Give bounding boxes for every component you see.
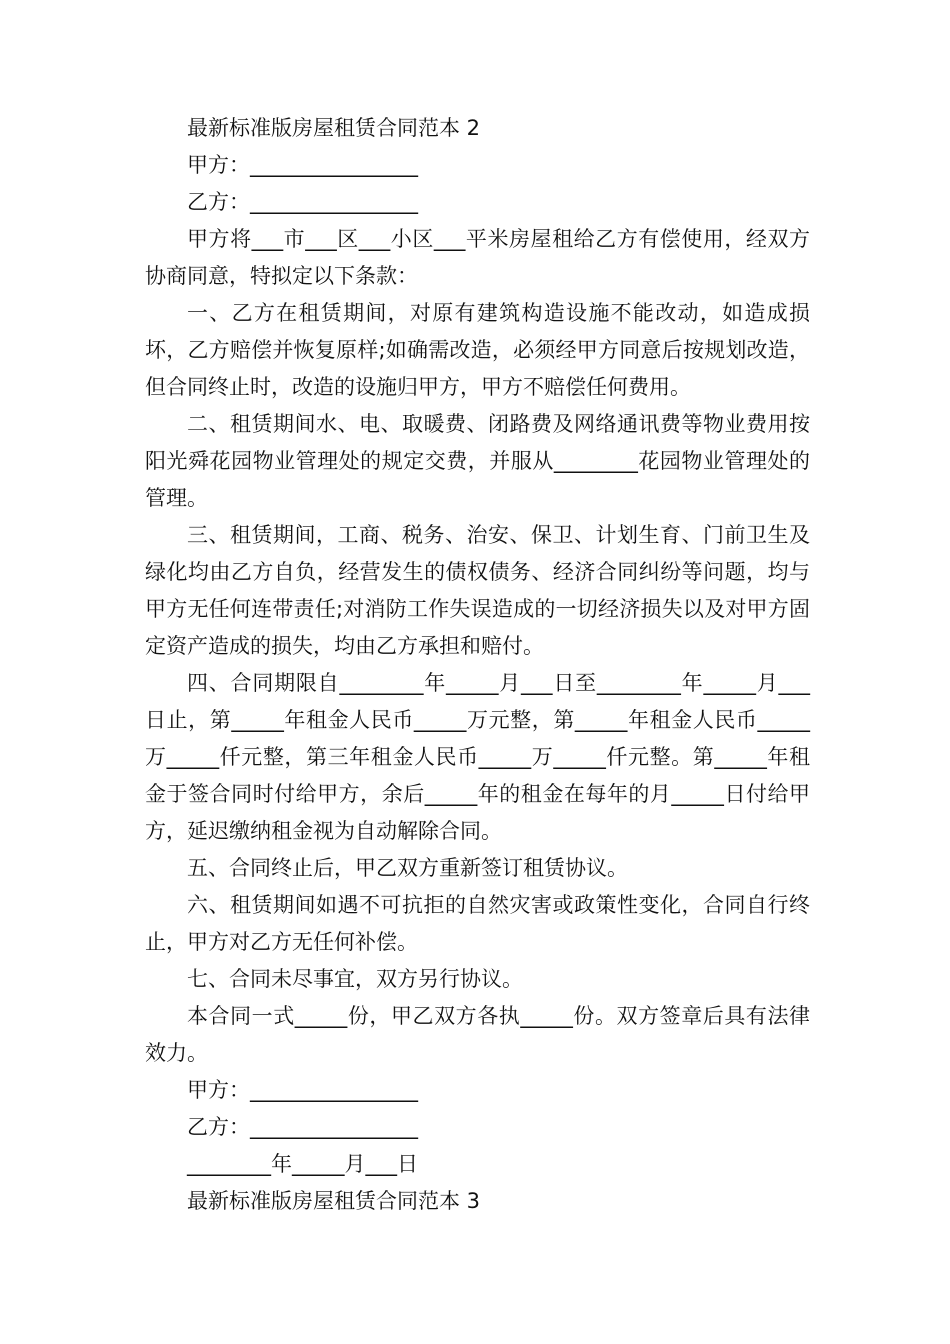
section-title: 最新标准版房屋租赁合同范本 2 [187, 116, 481, 140]
signature-party-b: 乙方：________________ [187, 1115, 418, 1139]
signature-date: ________年_____月___日 [187, 1152, 418, 1176]
clause-6: 六、租赁期间如遇不可抗拒的自然灾害或政策性变化，合同自行终止，甲方对乙方无任何补偿。 [145, 893, 810, 954]
party-b-line: 乙方：________________ [187, 190, 418, 214]
clause-5: 五、合同终止后，甲乙双方重新签订租赁协议。 [187, 856, 628, 880]
next-section-title: 最新标准版房屋租赁合同范本 3 [187, 1189, 481, 1213]
intro-paragraph: 甲方将___市___区___小区___平米房屋租给乙方有偿使用，经双方协商同意，特拟定以下条款： [145, 227, 810, 288]
clause-7: 七、合同未尽事宜，双方另行协议。 [187, 967, 523, 991]
document-body [145, 110, 810, 1220]
clause-1: 一、乙方在租赁期间，对原有建筑构造设施不能改动，如造成损坏，乙方赔偿并恢复原样;如确需改造，必须经甲方同意后按规划改造，但合同终止时，改造的设施归甲方，甲方不赔偿任何费用。 [145, 301, 810, 399]
signature-party-a: 甲方：________________ [187, 1078, 418, 1102]
party-a-line: 甲方：________________ [187, 153, 418, 177]
copies-paragraph: 本合同一式_____份，甲乙双方各执_____份。双方签章后具有法律效力。 [145, 1004, 810, 1065]
clause-4: 四、合同期限自________年_____月___日至________年_____月___日止，第_____年租金人民币_____万元整，第_____年租金人民币_____万_____仟元整，第三年租金人民币_____万_____仟元整。第_____年租金于签合同时付给甲方，余后_____年的租金在每年的月_____日付给甲方，延迟缴纳租金视为自动解除合同。 [145, 671, 810, 843]
clause-2: 二、租赁期间水、电、取暖费、闭路费及网络通讯费等物业费用按阳光舜花园物业管理处的规定交费，并服从________花园物业管理处的管理。 [145, 412, 810, 510]
clause-3: 三、租赁期间，工商、税务、治安、保卫、计划生育、门前卫生及绿化均由乙方自负，经营发生的债权债务、经济合同纠纷等问题，均与甲方无任何连带责任;对消防工作失误造成的一切经济损失以及对甲方固定资产造成的损失，均由乙方承担和赔付。 [145, 523, 810, 658]
